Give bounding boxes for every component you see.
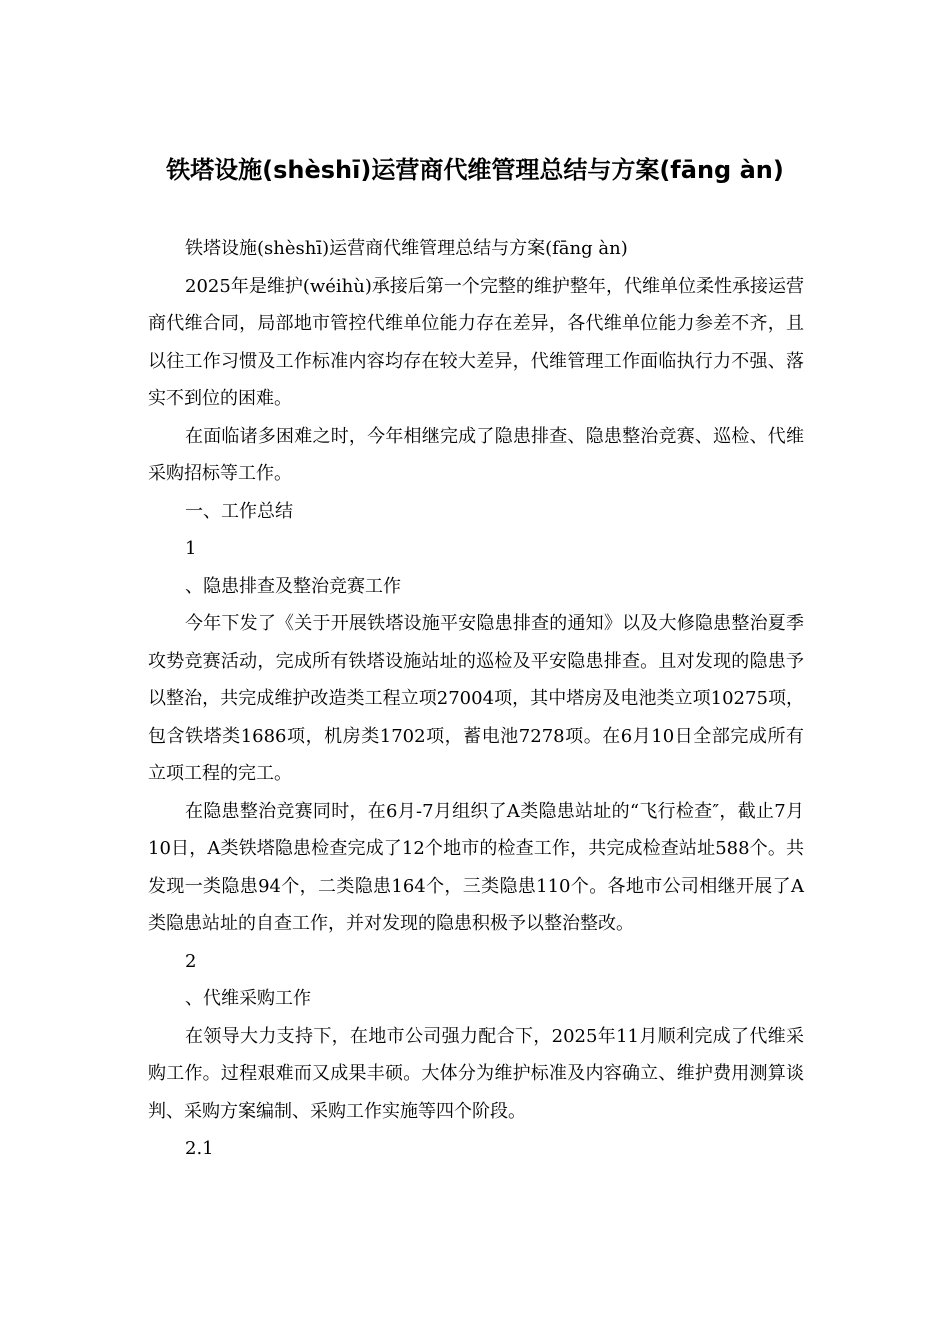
item-number: 1	[185, 538, 197, 559]
item-heading: 、隐患排查及整治竞赛工作	[185, 575, 401, 597]
intro-paragraph-2: 在面临诸多困难之时，今年相继完成了隐患排查、隐患整治竞赛、巡检、代维采购招标等工作。	[148, 425, 804, 484]
document-title: 铁塔设施(shèshī)运营商代维管理总结与方案(fāng àn)	[166, 156, 784, 184]
body-paragraph: 今年下发了《关于开展铁塔设施平安隐患排查的通知》以及大修隐患整治夏季攻势竞赛活动，完成所有铁塔设施站址的巡检及平安隐患排查。且对发现的隐患予以整治，共完成维护改造类工程立项27004项，其中塔房及电池类立项10275项，包含铁塔类1686项，机房类1702项，蓄电池7278项。在6月10日全部完成所有立项工程的完工。	[148, 613, 804, 784]
subtitle-paragraph: 铁塔设施(shèshī)运营商代维管理总结与方案(fāng àn)	[185, 238, 628, 259]
body-paragraph-3: 在领导大力支持下，在地市公司强力配合下，2025年11月顺利完成了代维采购工作。过程艰难而又成果丰硕。大体分为维护标准及内容确立、维护费用测算谈判、采购方案编制、采购工作实施等四个阶段。	[148, 1025, 804, 1122]
subitem-number: 2.1	[185, 1138, 214, 1159]
section-heading: 一、工作总结	[185, 500, 293, 522]
document-body	[148, 230, 804, 1168]
item-heading-2: 、代维采购工作	[185, 988, 311, 1009]
intro-paragraph: 2025年是维护(wéihù)承接后第一个完整的维护整年，代维单位柔性承接运营商代维合同，局部地市管控代维单位能力存在差异，各代维单位能力参差不齐，且以往工作习惯及工作标准内容均存在较大差异，代维管理工作面临执行力不强、落实不到位的困难。	[148, 275, 804, 409]
body-paragraph-2: 在隐患整治竞赛同时，在6月-7月组织了A类隐患站址的“飞行检查″，截止7月10日，A类铁塔隐患检查完成了12个地市的检查工作，共完成检查站址588个。共发现一类隐患94个，二类隐患164个，三类隐患110个。各地市公司相继开展了A类隐患站址的自查工作，并对发现的隐患积极予以整治整改。	[148, 800, 804, 934]
item-number-2: 2	[185, 950, 197, 972]
